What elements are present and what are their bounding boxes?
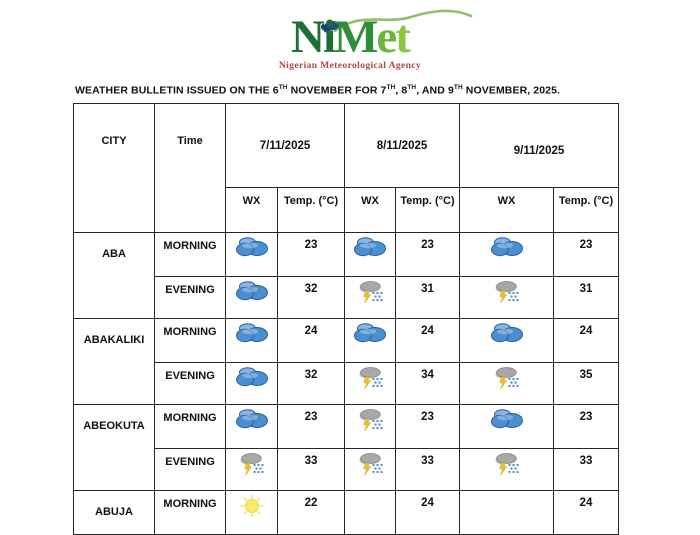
table-row	[74, 319, 619, 363]
table-row	[74, 277, 619, 319]
temp-header-1: Temp. (°C)	[278, 188, 345, 233]
cloudy-icon	[345, 233, 396, 277]
cloudy-icon	[226, 233, 278, 277]
sunny-icon	[226, 491, 278, 535]
title-superscript: TH	[278, 84, 288, 91]
cloudy-icon	[226, 405, 278, 449]
temp-cell: 31	[554, 277, 619, 319]
temp-cell: 23	[554, 405, 619, 449]
thunderstorm-icon	[460, 449, 554, 491]
temp-cell: 23	[396, 405, 460, 449]
wx-header-3: WX	[460, 188, 554, 233]
logo-brand-text	[225, 2, 475, 63]
temp-cell: 32	[278, 363, 345, 405]
cloudy-icon	[460, 405, 554, 449]
title-superscript: TH	[407, 84, 417, 91]
time-cell: EVENING	[155, 449, 226, 491]
time-cell: MORNING	[155, 319, 226, 363]
time-cell: MORNING	[155, 491, 226, 535]
wx-cell-empty	[460, 491, 554, 535]
table-row	[74, 233, 619, 277]
bulletin-title	[75, 84, 560, 97]
table-row	[74, 449, 619, 491]
thunderstorm-icon	[345, 405, 396, 449]
thunderstorm-icon	[345, 363, 396, 405]
temp-cell: 33	[554, 449, 619, 491]
temp-cell: 24	[396, 491, 460, 535]
temp-cell: 34	[396, 363, 460, 405]
logo-letter: M	[334, 11, 377, 63]
logo-letter: e	[376, 11, 396, 63]
temp-cell: 31	[396, 277, 460, 319]
time-header: Time	[155, 104, 226, 233]
date-header-1: 7/11/2025	[226, 104, 345, 188]
temp-cell: 23	[278, 405, 345, 449]
title-text: , AND 9	[416, 84, 454, 97]
wx-cell-empty	[345, 491, 396, 535]
thunderstorm-icon	[460, 277, 554, 319]
temp-cell: 24	[554, 319, 619, 363]
city-header: CITY	[74, 104, 155, 233]
time-cell: EVENING	[155, 363, 226, 405]
table-row	[74, 405, 619, 449]
temp-cell: 24	[554, 491, 619, 535]
cloudy-icon	[226, 363, 278, 405]
time-cell: MORNING	[155, 405, 226, 449]
thunderstorm-icon	[345, 449, 396, 491]
time-cell: EVENING	[155, 277, 226, 319]
title-text: NOVEMBER, 2025.	[462, 84, 561, 97]
cloudy-icon	[226, 319, 278, 363]
temp-cell: 24	[278, 319, 345, 363]
date-header-2: 8/11/2025	[345, 104, 460, 188]
temp-header-3: Temp. (°C)	[554, 188, 619, 233]
table-row	[74, 491, 619, 535]
city-cell: ABEOKUTA	[74, 405, 155, 491]
thunderstorm-icon	[460, 363, 554, 405]
cloudy-icon	[460, 233, 554, 277]
wx-header-1: WX	[226, 188, 278, 233]
city-cell: ABUJA	[74, 491, 155, 535]
temp-cell: 33	[278, 449, 345, 491]
temp-cell: 33	[396, 449, 460, 491]
city-cell: ABA	[74, 233, 155, 319]
temp-header-2: Temp. (°C)	[396, 188, 460, 233]
temp-cell: 23	[396, 233, 460, 277]
title-text: WEATHER BULLETIN ISSUED ON THE 6	[75, 84, 279, 97]
logo-tagline: Nigerian Meteorological Agency	[278, 60, 422, 71]
title-text: NOVEMBER FOR 7	[287, 84, 387, 97]
thunderstorm-icon	[226, 449, 278, 491]
title-text: , 8	[395, 84, 408, 97]
time-cell: MORNING	[155, 233, 226, 277]
temp-cell: 35	[554, 363, 619, 405]
weather-table	[73, 103, 619, 535]
logo-letter: i	[322, 11, 335, 63]
header-row-dates	[74, 104, 619, 188]
temp-cell: 22	[278, 491, 345, 535]
logo-letter: t	[395, 11, 409, 63]
cloudy-icon	[460, 319, 554, 363]
city-cell: ABAKALIKI	[74, 319, 155, 405]
title-superscript: TH	[453, 84, 463, 91]
temp-cell: 32	[278, 277, 345, 319]
temp-cell: 23	[554, 233, 619, 277]
cloudy-icon	[345, 319, 396, 363]
table-row	[74, 363, 619, 405]
weather-table-body	[74, 233, 619, 535]
temp-cell: 23	[278, 233, 345, 277]
thunderstorm-icon	[345, 277, 396, 319]
title-superscript: TH	[386, 84, 396, 91]
temp-cell: 24	[396, 319, 460, 363]
wx-header-2: WX	[345, 188, 396, 233]
nimet-logo	[225, 2, 475, 80]
cloudy-icon	[226, 277, 278, 319]
logo-letter: N	[291, 11, 323, 63]
date-header-3: 9/11/2025	[460, 104, 619, 188]
